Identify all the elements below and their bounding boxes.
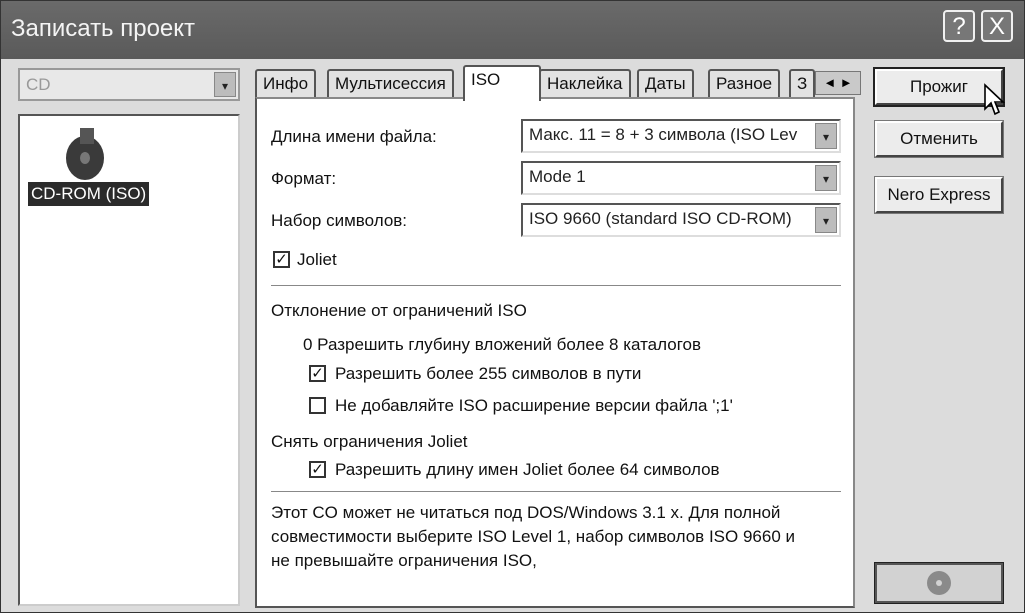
burn-button[interactable]: Прожиг (875, 69, 1003, 105)
compatibility-note-line2: совместимости выберите ISO Level 1, набор символов ISO 9660 и (271, 527, 795, 546)
compatibility-note-line1: Этот CO может не читаться под DOS/Windows 3.1 x. Для полной (271, 503, 781, 522)
close-button[interactable]: X (981, 10, 1013, 42)
filename-length-value: Макс. 11 = 8 + 3 символа (ISO Lev (529, 125, 798, 144)
separator (271, 285, 841, 287)
charset-select[interactable] (521, 203, 841, 237)
check-icon: ✓ (275, 251, 288, 268)
filename-length-select[interactable] (521, 119, 841, 153)
tab-label[interactable]: Наклейка (539, 69, 631, 99)
chevron-down-icon[interactable]: ▾ (214, 72, 236, 97)
chevron-down-icon[interactable]: ▾ (815, 207, 837, 233)
separator (271, 491, 841, 493)
joliet-restrictions-header: Снять ограничения Joliet (271, 432, 468, 451)
check-icon: ✓ (311, 365, 324, 382)
window-title: Записать проект (11, 15, 196, 42)
no-version-ext-checkbox[interactable] (309, 397, 326, 414)
project-list (18, 114, 240, 606)
tab-info[interactable]: Инфо (255, 69, 316, 99)
check-icon: ✓ (311, 461, 324, 478)
relax-depth-option[interactable]: 0 Разрешить глубину вложений более 8 каталогов (303, 335, 702, 354)
allow-255-chars-label: Разрешить более 255 символов в пути (335, 364, 642, 383)
charset-value: ISO 9660 (standard ISO CD-ROM) (529, 209, 792, 228)
iso-settings-panel (255, 97, 855, 608)
chevron-down-icon[interactable]: ▾ (815, 165, 837, 191)
format-value: Mode 1 (529, 167, 586, 186)
joliet-long-names-label: Разрешить длину имен Joliet более 64 символов (335, 460, 720, 479)
format-select[interactable] (521, 161, 841, 195)
nero-express-button[interactable]: Nero Express (875, 177, 1003, 213)
help-button[interactable]: ? (943, 10, 975, 42)
tab-misc[interactable]: Разное (708, 69, 780, 99)
device-select-value: CD (26, 75, 51, 94)
tab-dates[interactable]: Даты (637, 69, 694, 99)
cancel-button[interactable]: Отменить (875, 121, 1003, 157)
filename-length-label: Длина имени файла: (271, 127, 437, 146)
disc-burn-icon (877, 565, 1001, 601)
tab-write[interactable]: З (789, 69, 815, 99)
tab-strip (255, 65, 865, 99)
joliet-long-names-checkbox[interactable] (309, 461, 326, 478)
chevron-down-icon[interactable]: ▾ (815, 123, 837, 149)
charset-label: Набор символов: (271, 211, 408, 230)
joliet-checkbox[interactable] (273, 251, 290, 268)
tab-multisession[interactable]: Мультисессия (327, 69, 454, 99)
allow-255-chars-checkbox[interactable] (309, 365, 326, 382)
cd-rom-icon (62, 124, 108, 184)
mouse-pointer-icon (983, 83, 1007, 117)
burn-animation-button[interactable] (875, 563, 1003, 603)
tab-iso[interactable]: ISO (463, 65, 541, 101)
device-select[interactable] (18, 68, 240, 101)
title-bar (1, 1, 1024, 59)
tab-scroll-arrows-icon[interactable]: ◄ ► (815, 71, 861, 95)
format-label: Формат: (271, 169, 337, 188)
relax-restrictions-header: Отклонение от ограничений ISO (271, 301, 527, 320)
project-item-label[interactable]: CD-ROM (ISO) (28, 182, 149, 206)
compatibility-note-line3: не превышайте ограничения ISO, (271, 551, 537, 570)
no-version-ext-label: Не добавляйте ISO расширение версии файла ';1' (335, 396, 733, 415)
joliet-label: Joliet (297, 250, 337, 269)
